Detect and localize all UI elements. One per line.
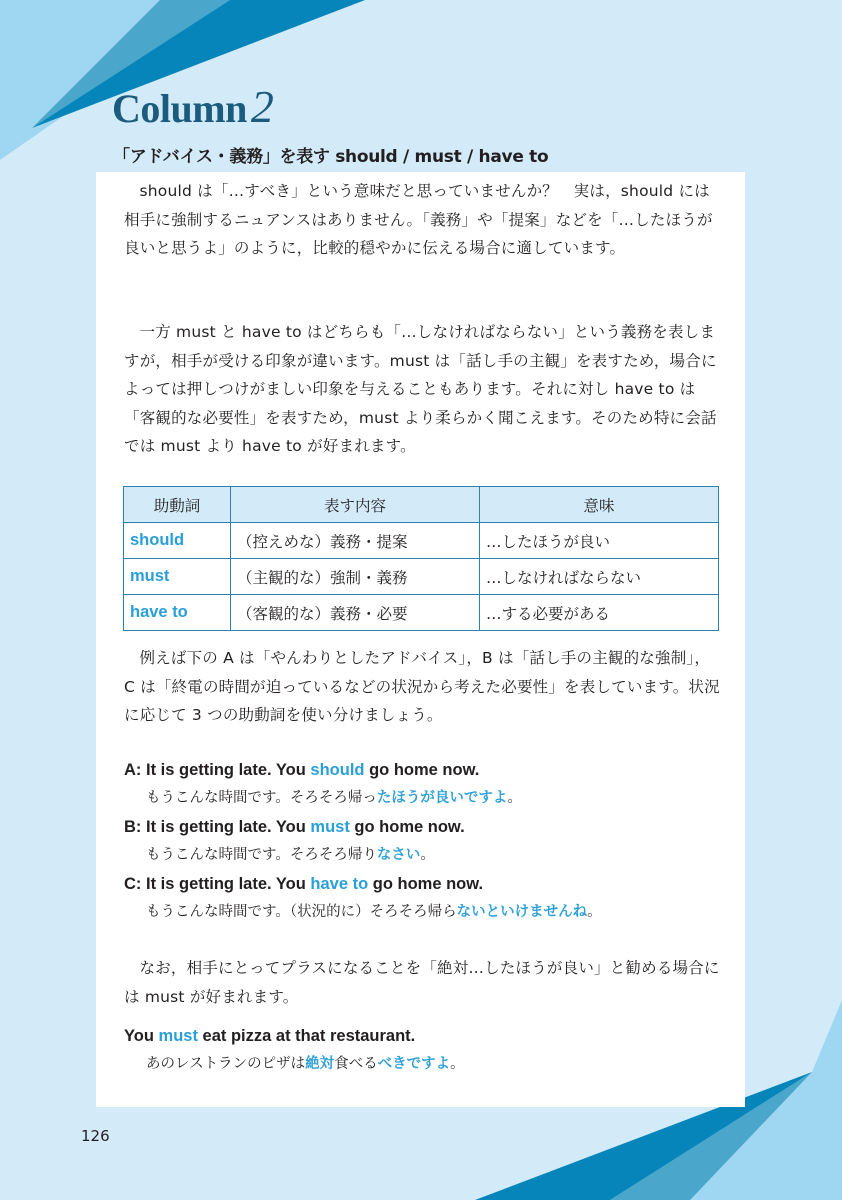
table-cell-meaning: …する必要がある	[480, 595, 719, 631]
translation-highlight: べきですよ	[377, 1056, 451, 1072]
column-word: Column	[112, 86, 247, 131]
explanation-paragraph: 例えば下の A は「やんわりとしたアドバイス」，B は「話し手の主観的な強制」，C は「終電の時間が迫っているなどの状況から考えた必要性」を表しています。状況に応じて 3 つの助動詞を使い分けましょう。	[124, 649, 720, 724]
translation-text: あのレストランのピザは	[146, 1056, 306, 1072]
example-b-japanese	[124, 841, 465, 870]
example-c	[124, 870, 602, 927]
translation-highlight: 絶対	[305, 1056, 335, 1072]
example-modal-highlight: have to	[310, 875, 369, 893]
intro-paragraph-2-container	[124, 318, 720, 461]
example-c-english	[124, 870, 602, 898]
column-subtitle: 「アドバイス・義務」を表す should / must / have to	[113, 147, 549, 167]
translation-highlight: なさい	[376, 847, 421, 863]
example-a	[124, 756, 522, 813]
table-cell-meaning: …したほうが良い	[480, 523, 719, 559]
translation-text: もうこんな時間です。そろそろ帰り	[146, 847, 377, 863]
example-modal-highlight: must	[310, 818, 350, 836]
table-cell-modal: have to	[124, 595, 231, 631]
example-modal-highlight: must	[158, 1027, 198, 1045]
table-cell-modal: should	[124, 523, 231, 559]
table-header-meaning: 意味	[480, 487, 719, 523]
translation-highlight: ないといけませんね	[456, 904, 588, 920]
translation-text: 。	[587, 904, 602, 920]
example-a-japanese	[124, 784, 522, 813]
example-a-english	[124, 756, 522, 784]
example-text: go home now.	[364, 761, 480, 779]
page-title	[112, 81, 274, 132]
translation-text: もうこんな時間です。そろそろ帰っ	[146, 790, 377, 806]
page-number: 126	[81, 1127, 110, 1145]
final-example-japanese	[124, 1050, 465, 1079]
final-example	[124, 1022, 465, 1079]
translation-highlight: たほうが良いですよ	[376, 790, 508, 806]
example-label: C:	[124, 875, 146, 893]
example-text: You	[124, 1027, 159, 1045]
example-text: go home now.	[349, 818, 465, 836]
intro-paragraph-2: 一方 must と have to はどちらも「…しなければならない」という義務を表しますが，相手が受ける印象が違います。must は「話し手の主観」を表すため，場合によっては押しつけがましい印象を与えることもあります。それに対し have to は「客観的な必要性」を表すため，must より柔らかく聞こえます。そのため特に会話では must より have to が好まれます。	[124, 323, 717, 455]
table-row	[124, 595, 719, 631]
table-header-modal: 助動詞	[124, 487, 231, 523]
explanation-container	[124, 644, 720, 730]
translation-text: 。	[420, 847, 435, 863]
table-cell-content: （客観的な）義務・必要	[231, 595, 480, 631]
example-label: B:	[124, 818, 142, 836]
example-b	[124, 813, 465, 870]
example-text: go home now.	[368, 875, 484, 893]
column-number: 2	[250, 81, 274, 132]
intro-paragraph-1-container	[124, 177, 720, 263]
note-container	[124, 954, 720, 1011]
example-modal-highlight: should	[310, 761, 365, 779]
table-row	[124, 523, 719, 559]
table-cell-meaning: …しなければならない	[480, 559, 719, 595]
table-cell-content: （主観的な）強制・義務	[231, 559, 480, 595]
example-text: It is getting late. You	[146, 875, 311, 893]
example-text: It is getting late. You	[146, 761, 311, 779]
example-label: A:	[124, 761, 142, 779]
example-b-english	[124, 813, 465, 841]
translation-text: 食べる	[334, 1056, 378, 1072]
final-example-english	[124, 1022, 465, 1050]
intro-paragraph-1: should は「…すべき」という意味だと思っていませんか？ 実は，should には相手に強制するニュアンスはありません。「義務」や「提案」などを「…したほうが良いと思うよ」のように，比較的穏やかに伝える場合に適しています。	[124, 182, 713, 257]
example-text: It is getting late. You	[146, 818, 311, 836]
table-header-row	[124, 487, 719, 523]
table-row	[124, 559, 719, 595]
table-header-content: 表す内容	[231, 487, 480, 523]
table-cell-content: （控えめな）義務・提案	[231, 523, 480, 559]
table-cell-modal: must	[124, 559, 231, 595]
note-paragraph: なお，相手にとってプラスになることを「絶対…したほうが良い」と勧める場合には must が好まれます。	[124, 959, 720, 1006]
example-c-japanese	[124, 898, 602, 927]
translation-text: 。	[450, 1056, 465, 1072]
modal-verb-table	[123, 486, 719, 631]
example-text: eat pizza at that restaurant.	[197, 1027, 416, 1045]
translation-text: 。	[507, 790, 522, 806]
translation-text: もうこんな時間です。（状況的に）そろそろ帰ら	[146, 904, 457, 920]
